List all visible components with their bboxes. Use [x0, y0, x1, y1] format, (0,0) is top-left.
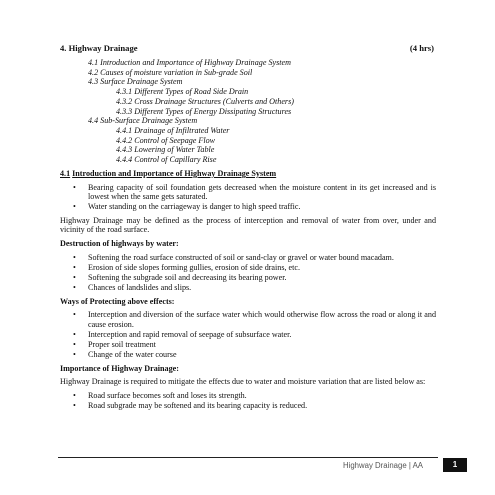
list-item: • Water standing on the carriageway is danger to high speed traffic. [60, 202, 436, 212]
chapter-heading [60, 43, 434, 53]
footer-label: Highway Drainage | AA [342, 461, 423, 470]
importance-paragraph: Highway Drainage is required to mitigate the effects due to water and moisture variation that are listed below as: [60, 377, 426, 387]
toc-subitem: 4.3.1 Different Types of Road Side Drain [116, 87, 249, 97]
toc-subitem: 4.4.1 Drainage of Infiltrated Water [116, 125, 230, 135]
list-item: • Erosion of side slopes forming gullies, erosion of side drains, etc. [60, 263, 436, 273]
chapter-title: 4. Highway Drainage [60, 43, 138, 53]
protection-bullet-list [60, 310, 436, 359]
list-item: • Road surface becomes soft and loses its strength. [60, 391, 436, 401]
toc-subitem: 4.4.2 Control of Seepage Flow [116, 135, 216, 145]
list-item: • Interception and diversion of the surface water which would otherwise flow across the road or along it and cause erosion. [60, 310, 436, 329]
toc-item: 4.3 Surface Drainage System [88, 77, 183, 87]
toc-item: 4.4 Sub-Surface Drainage System [88, 116, 198, 126]
document-body [60, 169, 436, 414]
list-item: • Chances of landslides and slips. [60, 283, 436, 293]
importance-heading: Importance of Highway Drainage: [60, 363, 179, 373]
toc-subitem: 4.4.3 Lowering of Water Table [116, 145, 215, 155]
toc-subitem: 4.4.4 Control of Capillary Rise [116, 155, 217, 165]
toc-item: 4.1 Introduction and Importance of Highway Drainage System [88, 58, 291, 67]
section-number: 4.1 [60, 169, 71, 178]
toc-subitem: 4.3.3 Different Types of Energy Dissipating Structures [116, 106, 292, 116]
table-of-contents [88, 58, 294, 165]
list-item: • Proper soil treatment [60, 340, 436, 350]
list-item: • Interception and rapid removal of seepage of subsurface water. [60, 330, 436, 340]
destruction-bullet-list [60, 253, 436, 293]
definition-paragraph: Highway Drainage may be defined as the process of interception and removal of water from over, under and vicinity of the road surface. [60, 215, 436, 235]
destruction-heading: Destruction of highways by water: [60, 239, 179, 249]
section-title: Introduction and Importance of Highway Drainage System [72, 169, 277, 178]
page-number: 1 [443, 458, 467, 472]
toc-subitem: 4.3.2 Cross Drainage Structures (Culverts and Others) [116, 96, 294, 106]
list-item: • Softening the subgrade soil and decreasing its bearing power. [60, 273, 436, 283]
list-item: • Road subgrade may be softened and its bearing capacity is reduced. [60, 401, 436, 411]
footer-divider [58, 457, 438, 458]
toc-item: 4.2 Causes of moisture variation in Sub-grade Soil [88, 67, 253, 77]
chapter-hours: (4 hrs) [409, 43, 434, 53]
list-item: • Softening the road surface constructed of soil or sand-clay or gravel or water bound macadam. [60, 253, 436, 263]
list-item: • Bearing capacity of soil foundation gets decreased when the moisture content in its get increased and is lowest when the same gets saturated. [60, 183, 436, 202]
list-item: • Change of the water course [60, 350, 436, 360]
protection-heading: Ways of Protecting above effects: [60, 296, 175, 306]
intro-bullet-list [60, 183, 436, 212]
section-heading-intro [60, 169, 436, 179]
importance-bullet-list [60, 391, 436, 411]
